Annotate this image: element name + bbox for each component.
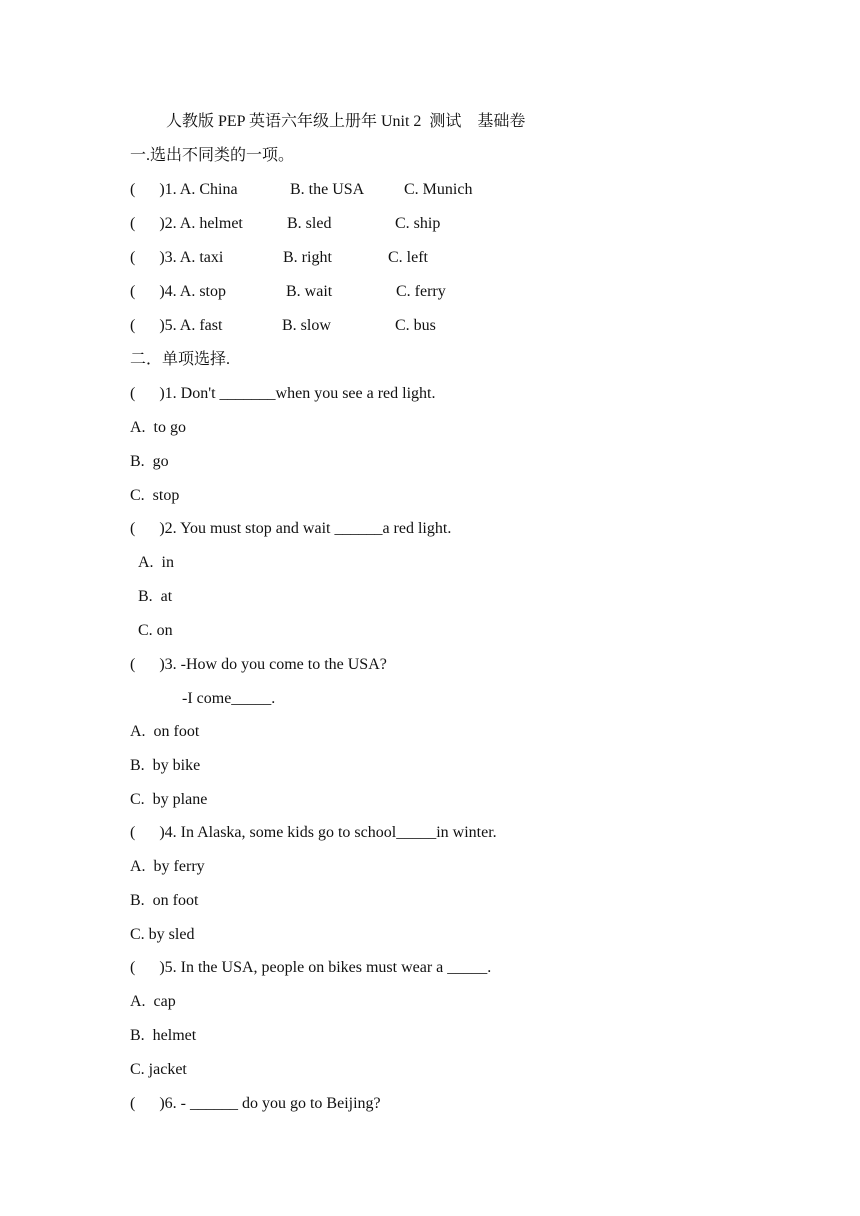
q5-stem: ( )5. In the USA, people on bikes must wear a _____.: [130, 959, 492, 976]
q6-stem: ( )6. - ______ do you go to Beijing?: [130, 1095, 381, 1112]
q2-stem: ( )2. You must stop and wait ______a red light.: [130, 520, 452, 537]
q5-option-b: B. helmet: [130, 1027, 197, 1044]
s1-item-4-b: B. wait: [286, 283, 333, 300]
q1-stem: ( )1. Don't _______when you see a red light.: [130, 385, 436, 402]
s1-item-5-b: B. slow: [282, 317, 331, 334]
q4-option-a: A. by ferry: [130, 858, 205, 875]
section2-heading: 二．单项选择.: [130, 351, 231, 368]
q4-option-c: C. by sled: [130, 926, 195, 943]
q3-option-b: B. by bike: [130, 757, 201, 774]
s1-item-5-c: C. bus: [395, 317, 436, 334]
s1-item-4-c: C. ferry: [396, 283, 446, 300]
q2-option-b: B. at: [138, 588, 173, 605]
q3-option-a: A. on foot: [130, 723, 200, 740]
q5-option-c: C. jacket: [130, 1061, 187, 1078]
q3-stem: ( )3. -How do you come to the USA?: [130, 656, 387, 673]
section1-heading: 一.选出不同类的一项。: [130, 147, 295, 164]
s1-item-5-a: ( )5. A. fast: [130, 317, 223, 334]
q2-option-c: C. on: [138, 622, 173, 639]
q1-option-b: B. go: [130, 453, 169, 470]
s1-item-2-c: C. ship: [395, 215, 441, 232]
s1-item-2-b: B. sled: [287, 215, 332, 232]
s1-item-3-c: C. left: [388, 249, 428, 266]
q4-stem: ( )4. In Alaska, some kids go to school_____in winter.: [130, 824, 497, 841]
s1-item-1-b: B. the USA: [290, 181, 365, 198]
q5-option-a: A. cap: [130, 993, 176, 1010]
q2-option-a: A. in: [138, 554, 174, 571]
s1-item-1-c: C. Munich: [404, 181, 473, 198]
q1-option-a: A. to go: [130, 419, 186, 436]
q1-option-c: C. stop: [130, 487, 180, 504]
q3-option-c: C. by plane: [130, 791, 208, 808]
s1-item-1-a: ( )1. A. China: [130, 181, 238, 198]
s1-item-3-a: ( )3. A. taxi: [130, 249, 224, 266]
s1-item-4-a: ( )4. A. stop: [130, 283, 226, 300]
page-title: 人教版 PEP 英语六年级上册年 Unit 2 测试 基础卷: [166, 113, 526, 130]
q4-option-b: B. on foot: [130, 892, 199, 909]
s1-item-3-b: B. right: [283, 249, 332, 266]
s1-item-2-a: ( )2. A. helmet: [130, 215, 243, 232]
q3-stem-answer: -I come_____.: [182, 690, 276, 707]
